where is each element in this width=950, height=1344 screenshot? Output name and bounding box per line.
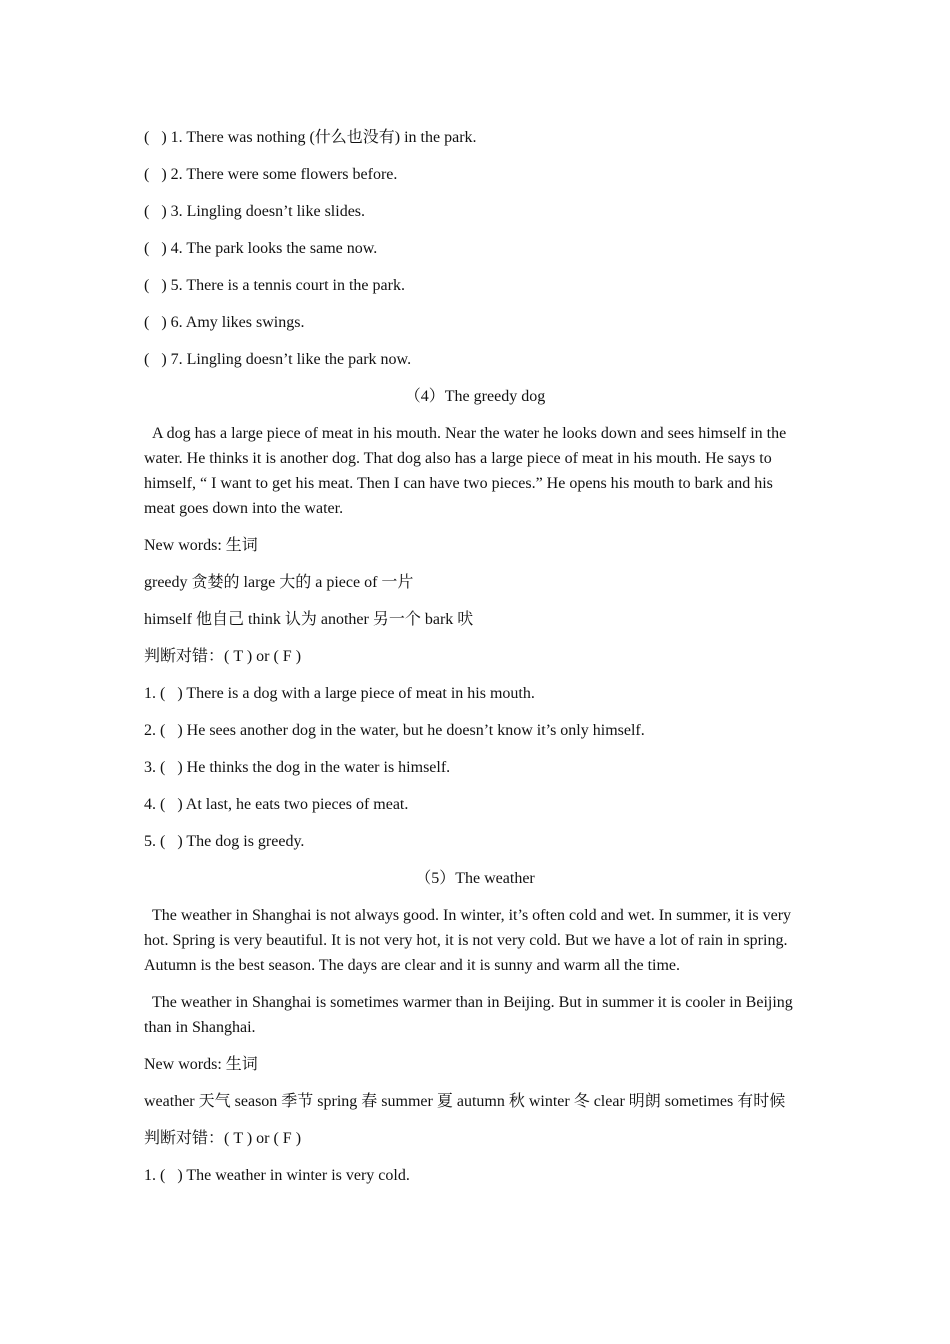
word-list: greedy 贪婪的 large 大的 a piece of 一片 (144, 574, 414, 591)
question-item: 2. ( ) He sees another dog in the water, but he doesn’t know it’s only himself. (144, 722, 645, 739)
new-words-label: New words: 生词 (144, 537, 258, 554)
section5 (144, 866, 806, 1188)
section-title: （5）The weather (415, 870, 535, 887)
question-item: ( ) 6. Amy likes swings. (144, 314, 305, 331)
word-list: weather 天气 season 季节 spring 春 summer 夏 autumn 秋 winter 冬 clear 明朗 sometimes 有时候 (144, 1093, 786, 1110)
question-item: ( ) 5. There is a tennis court in the park. (144, 277, 405, 294)
question-item: 5. ( ) The dog is greedy. (144, 833, 305, 850)
question-item: ( ) 2. There were some flowers before. (144, 166, 398, 183)
question-item: 1. ( ) There is a dog with a large piece of meat in his mouth. (144, 685, 535, 702)
section3-questions (144, 125, 806, 372)
document-page (144, 125, 806, 1200)
section-title: （4）The greedy dog (404, 388, 546, 405)
question-item: ( ) 4. The park looks the same now. (144, 240, 378, 257)
word-list: himself 他自己 think 认为 another 另一个 bark 吠 (144, 611, 474, 628)
passage: The weather in Shanghai is not always good. In winter, it’s often cold and wet. In summer, it is very hot. Spring is very beautiful. It is not very hot, it is not very cold. But we have a lot of rain in spring. Autumn is the best season. The days are clear and it is sunny and warm all the time. (144, 907, 792, 974)
new-words-label: New words: 生词 (144, 1056, 258, 1073)
question-item: ( ) 3. Lingling doesn’t like slides. (144, 203, 366, 220)
question-item: ( ) 7. Lingling doesn’t like the park now. (144, 351, 412, 368)
passage: A dog has a large piece of meat in his mouth. Near the water he looks down and sees himself in the water. He thinks it is another dog. That dog also has a large piece of meat in his mouth. He says to himself, “ I want to get his meat. Then I can have two pieces.” He opens his mouth to bark and his meat goes down into the water. (144, 425, 787, 517)
judge-label: 判断对错：( T ) or ( F ) (144, 1130, 302, 1147)
passage: The weather in Shanghai is sometimes warmer than in Beijing. But in summer it is cooler in Beijing than in Shanghai. (144, 994, 793, 1036)
section4 (144, 384, 806, 854)
judge-label: 判断对错：( T ) or ( F ) (144, 648, 302, 665)
question-item: 1. ( ) The weather in winter is very cold. (144, 1167, 410, 1184)
question-item: 3. ( ) He thinks the dog in the water is himself. (144, 759, 451, 776)
question-item: 4. ( ) At last, he eats two pieces of meat. (144, 796, 409, 813)
question-item: ( ) 1. There was nothing (什么也没有) in the park. (144, 129, 477, 146)
